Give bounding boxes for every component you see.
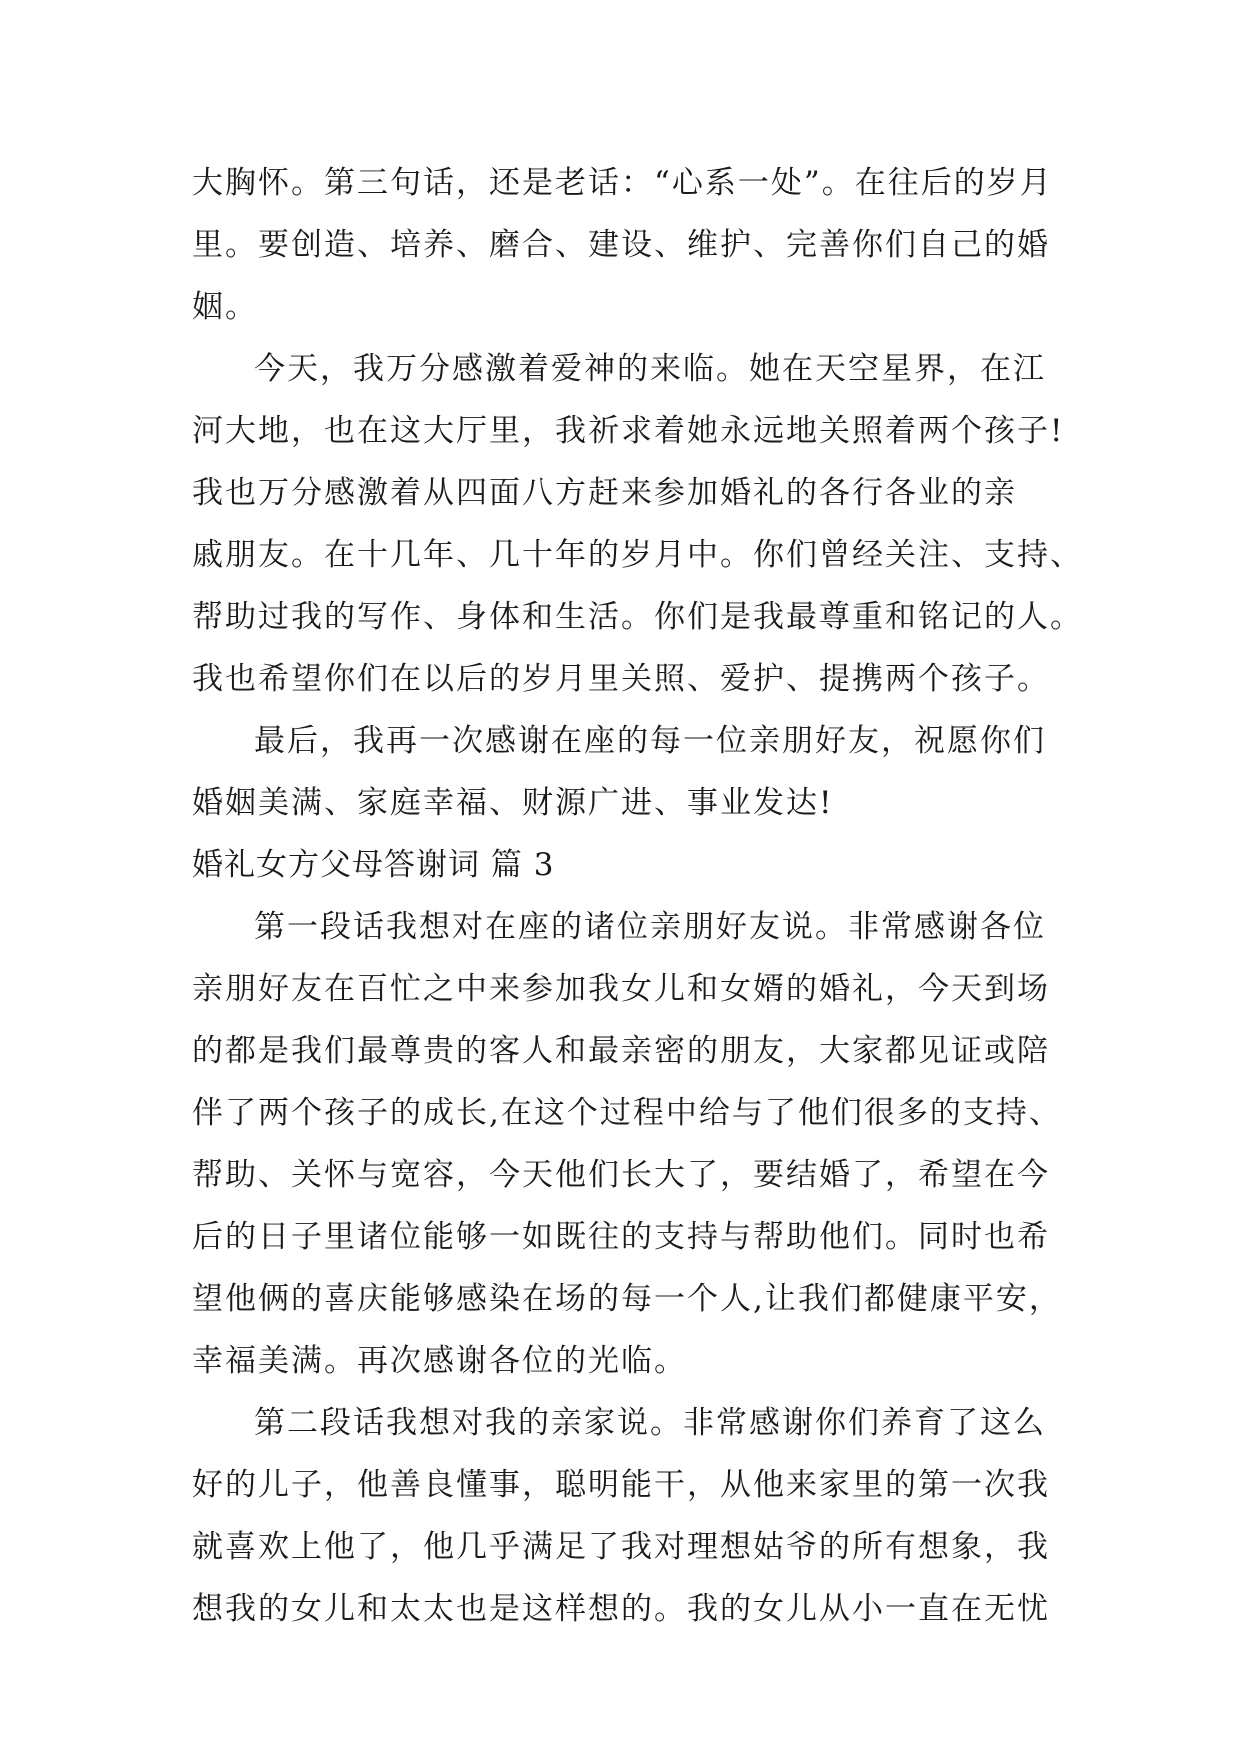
text-line: 河大地，也在这大厅里，我祈求着她永远地关照着两个孩子!: [192, 413, 1065, 449]
text-line: 后的日子里诸位能够一如既往的支持与帮助他们。同时也希: [192, 1219, 1050, 1255]
document-page: [192, 152, 1083, 1640]
text-line: 里。要创造、培养、磨合、建设、维护、完善你们自己的婚: [192, 227, 1050, 263]
text-line: 想我的女儿和太太也是这样想的。我的女儿从小一直在无忧: [192, 1591, 1050, 1627]
text-line: 戚朋友。在十几年、几十年的岁月中。你们曾经关注、支持、: [192, 537, 1083, 573]
text-line: 伴了两个孩子的成长,在这个过程中给与了他们很多的支持、: [192, 1095, 1062, 1131]
paragraph-first-line: 第二段话我想对我的亲家说。非常感谢你们养育了这么: [254, 1405, 1046, 1441]
text-line: 幸福美满。再次感谢各位的光临。: [192, 1343, 687, 1379]
text-line: 我也希望你们在以后的岁月里关照、爱护、提携两个孩子。: [192, 661, 1050, 697]
section-heading: 婚礼女方父母答谢词 篇 3: [192, 847, 555, 883]
text-line: 帮助过我的写作、身体和生活。你们是我最尊重和铭记的人。: [192, 599, 1083, 635]
text-line: 帮助、关怀与宽容，今天他们长大了，要结婚了，希望在今: [192, 1157, 1050, 1193]
text-line: 我也万分感激着从四面八方赶来参加婚礼的各行各业的亲: [192, 475, 1017, 511]
paragraph-first-line: 第一段话我想对在座的诸位亲朋好友说。非常感谢各位: [254, 909, 1046, 945]
text-line: 姻。: [192, 289, 258, 325]
paragraph-first-line: 最后，我再一次感谢在座的每一位亲朋好友，祝愿你们: [254, 723, 1046, 759]
text-line: 婚姻美满、家庭幸福、财源广进、事业发达!: [192, 785, 834, 821]
paragraph-first-line: 今天，我万分感激着爱神的来临。她在天空星界，在江: [254, 351, 1046, 387]
text-line: 的都是我们最尊贵的客人和最亲密的朋友，大家都见证或陪: [192, 1033, 1050, 1069]
text-line: 望他俩的喜庆能够感染在场的每一个人,让我们都健康平安，: [192, 1281, 1062, 1317]
text-line: 大胸怀。第三句话，还是老话：“心系一处”。在往后的岁月: [192, 165, 1053, 201]
text-line: 亲朋好友在百忙之中来参加我女儿和女婿的婚礼，今天到场: [192, 971, 1050, 1007]
text-line: 就喜欢上他了，他几乎满足了我对理想姑爷的所有想象，我: [192, 1529, 1050, 1565]
text-line: 好的儿子，他善良懂事，聪明能干，从他来家里的第一次我: [192, 1467, 1050, 1503]
